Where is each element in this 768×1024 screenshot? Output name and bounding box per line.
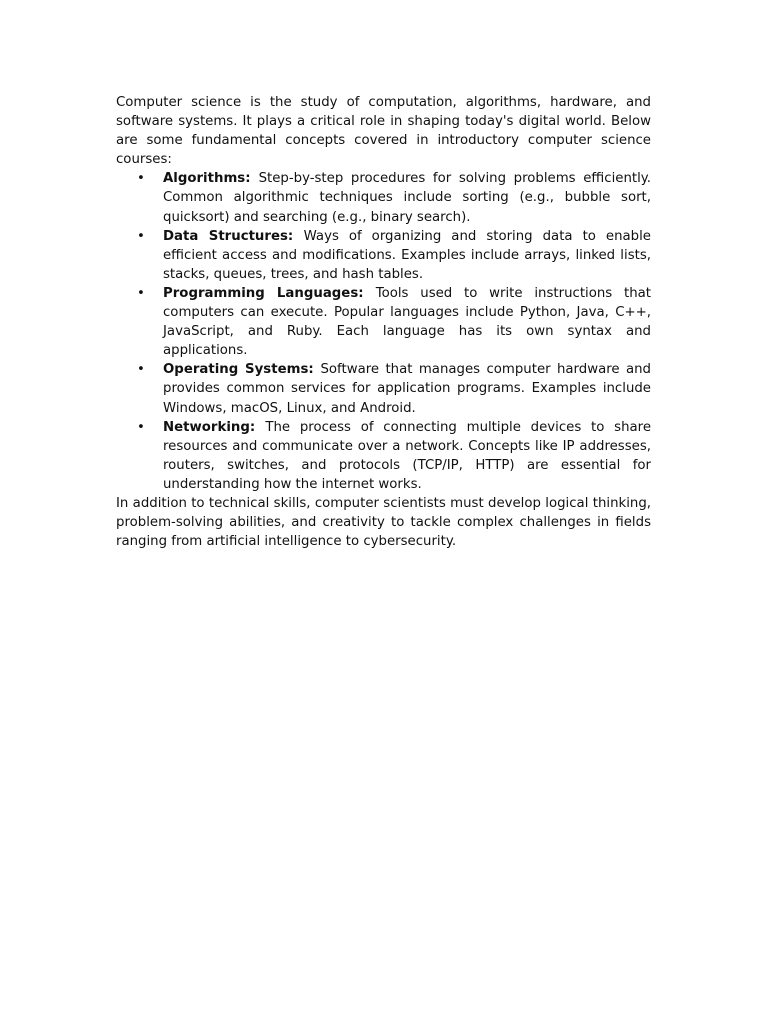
bullet-icon: • bbox=[137, 362, 145, 378]
list-item-text: Step-by-step procedures for solving problems efficiently. Common algorithmic techniques include sorting (e.g., bubble sort, quicksort) and searching (e.g., binary search). bbox=[163, 171, 651, 225]
document-body bbox=[116, 93, 651, 551]
list-item-term: Programming Languages: bbox=[163, 285, 376, 301]
bullet-icon: • bbox=[137, 171, 145, 187]
intro-paragraph: Computer science is the study of computation, algorithms, hardware, and software systems. It plays a critical role in shaping today's digital world. Below are some fundamental concepts covered in introductory computer science courses: bbox=[116, 95, 651, 168]
conclusion-paragraph: In addition to technical skills, computer scientists must develop logical thinking, problem-solving abilities, and creativity to tackle complex challenges in fields ranging from artificial intelligence to cybersecurity. bbox=[116, 495, 651, 550]
concept-list bbox=[116, 169, 651, 494]
list-item-text: The process of connecting multiple devices to share resources and communicate over a network. Concepts like IP addresses, routers, switches, and protocols (TCP/IP, HTTP) are essential for understanding how the internet works. bbox=[163, 419, 651, 492]
list-item-text: Software that manages computer hardware and provides common services for application programs. Examples include Windows, macOS, Linux, and Android. bbox=[163, 362, 651, 416]
list-item-term: Algorithms: bbox=[163, 171, 259, 187]
list-item bbox=[116, 284, 651, 360]
list-item bbox=[116, 227, 651, 284]
list-item-term: Networking: bbox=[163, 419, 266, 435]
list-item-text: Ways of organizing and storing data to enable efficient access and modifications. Examples include arrays, linked lists, stacks, queues, trees, and hash tables. bbox=[163, 228, 651, 282]
list-item-term: Data Structures: bbox=[163, 228, 304, 244]
list-item-text: Tools used to write instructions that computers can execute. Popular languages include Python, Java, C++, JavaScript, and Ruby. Each language has its own syntax and applications. bbox=[163, 285, 651, 359]
list-item-term: Operating Systems: bbox=[163, 362, 321, 378]
list-item bbox=[116, 418, 651, 494]
list-item bbox=[116, 169, 651, 226]
bullet-icon: • bbox=[137, 285, 145, 301]
list-item bbox=[116, 360, 651, 417]
bullet-icon: • bbox=[137, 419, 145, 435]
bullet-icon: • bbox=[137, 228, 145, 244]
